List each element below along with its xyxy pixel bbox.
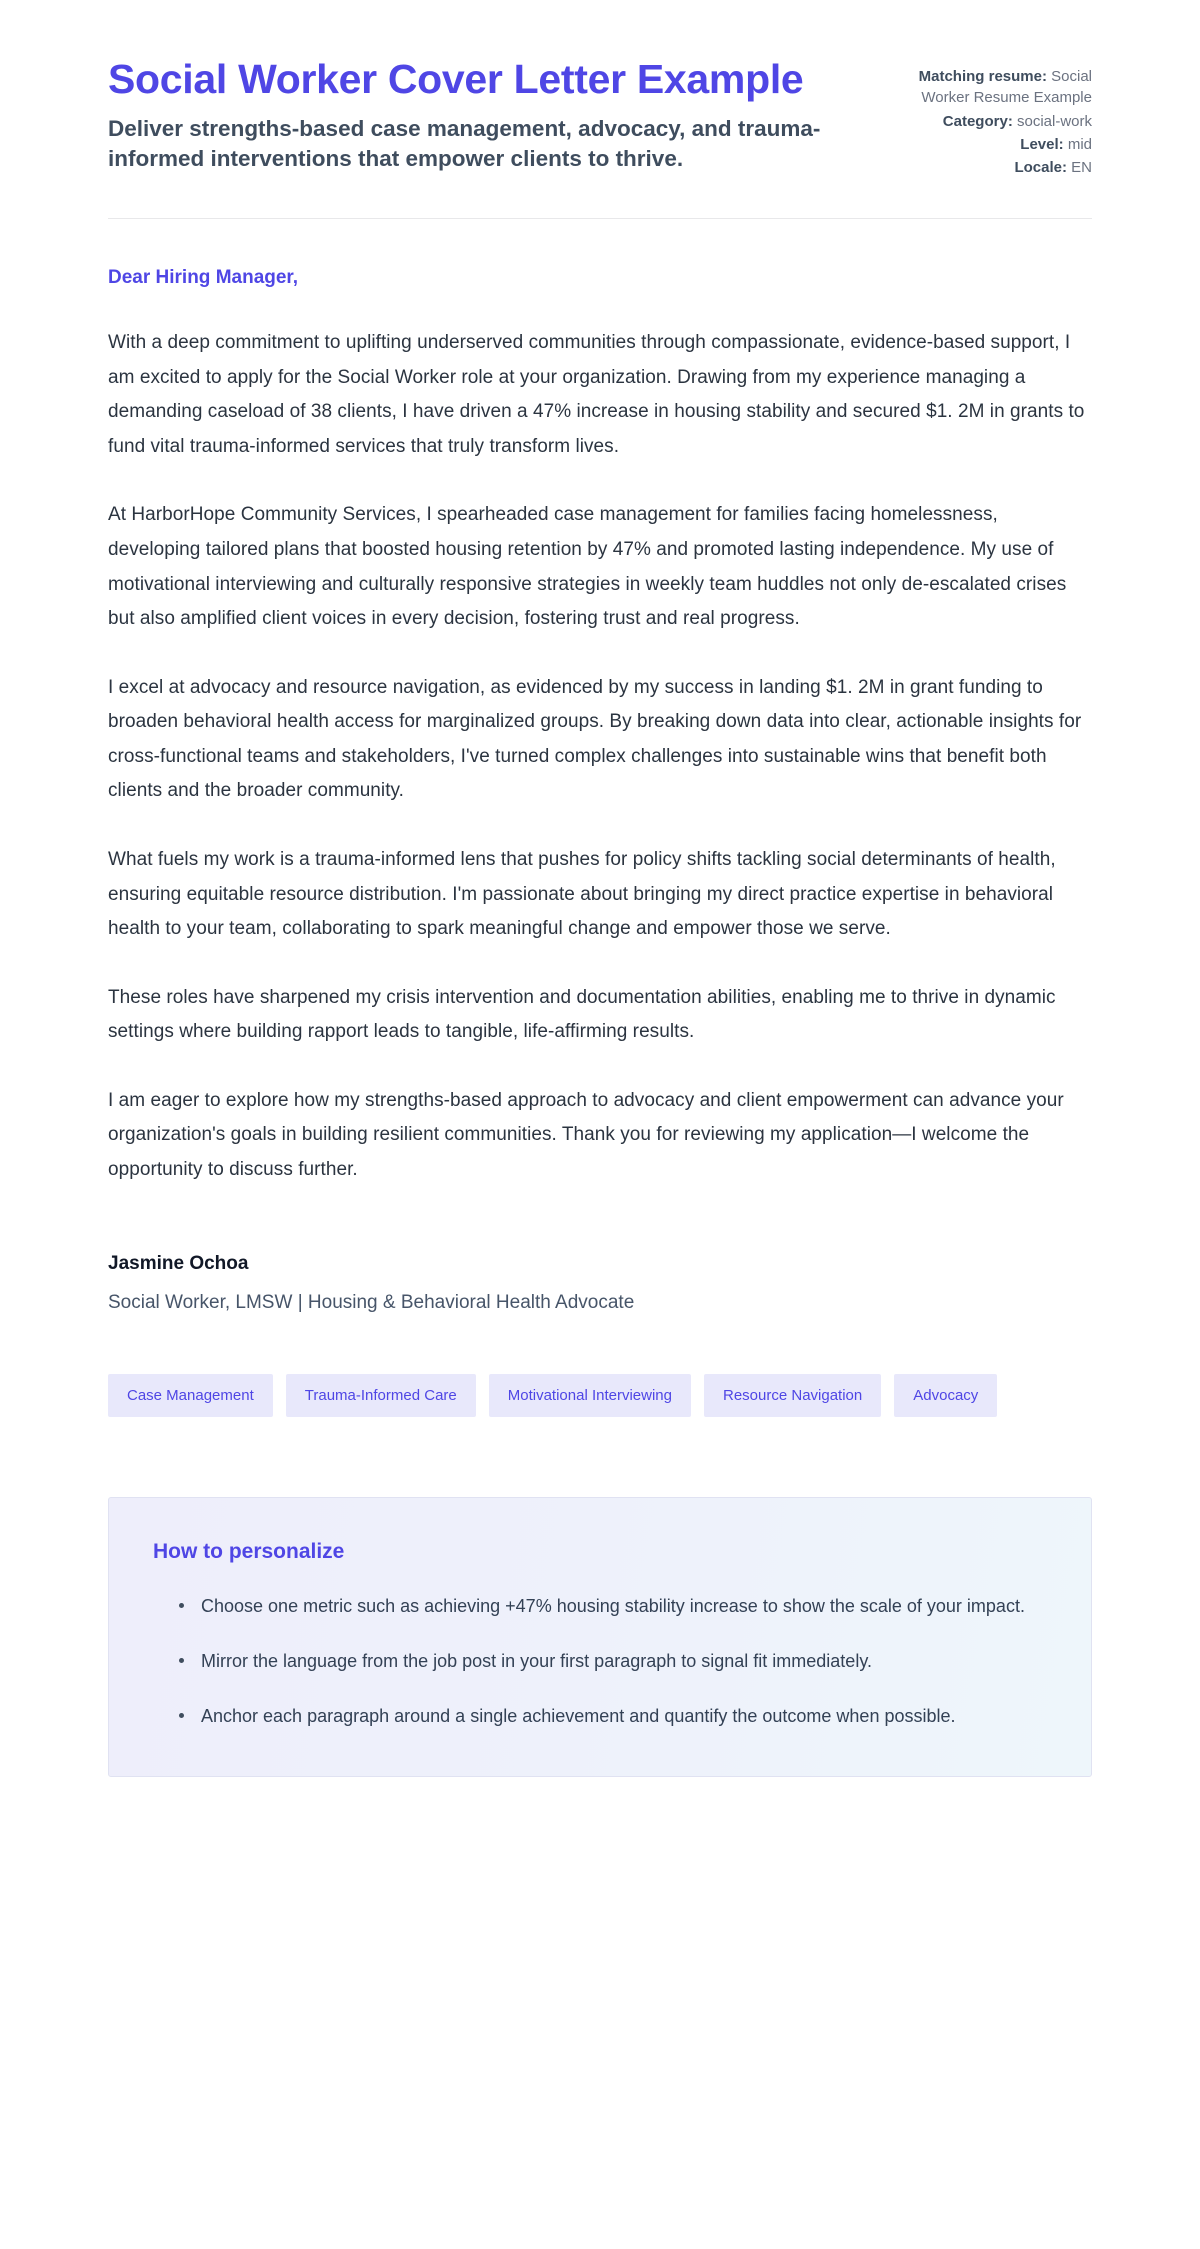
letter-paragraph: With a deep commitment to uplifting underserved communities through compassionate, evidence-based support, I am excited to apply for the Social Worker role at your organization. Drawing from my experience managing a demanding caseload of 38 clients, I have driven a 47% increase in housing stability and secured $1. 2M in grants to fund vital trauma-informed services that truly transform lives. (108, 332, 1085, 457)
signature-name: Jasmine Ochoa (108, 1252, 249, 1274)
meta-matching-resume-label: Matching resume: (918, 68, 1047, 85)
callout-tip-item: Choose one metric such as achieving +47% housing stability increase to show the scale of your impact. (179, 1591, 1047, 1622)
letter-salutation: Dear Hiring Manager, (108, 267, 299, 289)
callout-tip-list (153, 1591, 1047, 1732)
meta-locale-value: EN (1071, 159, 1092, 177)
page-subtitle: Deliver strengths-based case management, advocacy, and trauma-informed interventions that empower clients to thrive. (108, 115, 821, 171)
meta-matching-resume-value: Social Worker Resume Example (921, 68, 1092, 107)
document-metadata (892, 56, 1092, 180)
document-header (108, 0, 1092, 180)
callout-tip-item: Anchor each paragraph around a single achievement and quantify the outcome when possible. (179, 1701, 1047, 1732)
letter-paragraphs (108, 326, 1092, 1188)
skill-tag[interactable]: Resource Navigation (704, 1374, 881, 1417)
cover-letter-body (108, 219, 1092, 1187)
meta-level-value: mid (1067, 135, 1092, 153)
page-title: Social Worker Cover Letter Example (108, 56, 804, 102)
meta-matching-resume (892, 66, 1092, 109)
meta-category (892, 111, 1092, 132)
skill-tag[interactable]: Case Management (108, 1374, 273, 1417)
skill-tag[interactable]: Advocacy (894, 1374, 997, 1417)
skill-tag[interactable]: Trauma-Informed Care (286, 1374, 476, 1417)
letter-paragraph: At HarborHope Community Services, I spearheaded case management for families facing homelessness, developing tailored plans that boosted housing retention by 47% and promoted lasting independence. My use of motivational interviewing and culturally responsive strategies in weekly team huddles not only de-escalated crises but also amplified client voices in every decision, fostering trust and real progress. (108, 504, 1067, 630)
letter-paragraph: What fuels my work is a trauma-informed lens that pushes for policy shifts tackling social determinants of health, ensuring equitable resource distribution. I'm passionate about bringing my direct practice expertise in behavioral health to your team, collaborating to spark meaningful change and empower those we serve. (108, 849, 1056, 940)
callout-tip-item: Mirror the language from the job post in your first paragraph to signal fit immediately. (179, 1646, 1047, 1677)
personalize-callout (108, 1497, 1092, 1777)
callout-title: How to personalize (153, 1540, 345, 1564)
meta-level-label: Level: (1020, 135, 1064, 153)
letter-paragraph: I excel at advocacy and resource navigation, as evidenced by my success in landing $1. 2M in grant funding to broaden behavioral health access for marginalized groups. By breaking down data into clear, actionable insights for cross-functional teams and stakeholders, I've turned complex challenges into sustainable wins that benefit both clients and the broader community. (108, 676, 1082, 802)
letter-paragraph: These roles have sharpened my crisis intervention and documentation abilities, enabling me to thrive in dynamic settings where building rapport leads to tangible, life-affirming results. (108, 986, 1056, 1043)
meta-locale-label: Locale: (1014, 159, 1067, 177)
skill-tag[interactable]: Motivational Interviewing (489, 1374, 691, 1417)
header-title-block (108, 56, 848, 174)
signature-block (108, 1222, 1092, 1318)
meta-level (892, 134, 1092, 155)
meta-category-value: social-work (1016, 112, 1092, 130)
signature-role: Social Worker, LMSW | Housing & Behavioral Health Advocate (108, 1291, 635, 1313)
letter-paragraph: I am eager to explore how my strengths-based approach to advocacy and client empowerment can advance your organization's goals in building resilient communities. Thank you for reviewing my application—I welcome the opportunity to discuss further. (108, 1089, 1064, 1181)
skill-tag-list (108, 1318, 1028, 1417)
meta-locale (892, 157, 1092, 178)
meta-category-label: Category: (942, 112, 1013, 130)
